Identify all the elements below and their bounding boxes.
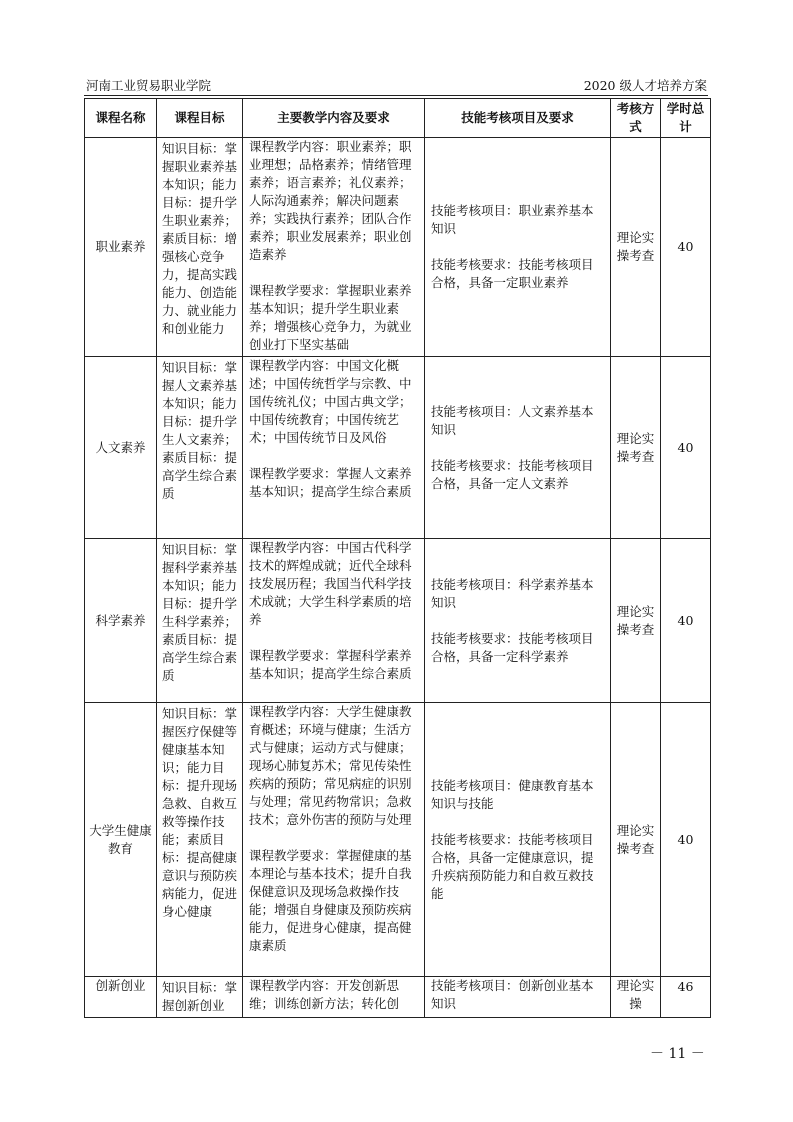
total-hours: 40 — [661, 357, 711, 539]
header-course-goal: 课程目标 — [157, 99, 243, 138]
course-content-cell — [243, 539, 425, 703]
assessment-method: 理论实操考查 — [611, 357, 661, 539]
page-number: － 11 － — [650, 1046, 705, 1062]
teaching-requirement: 课程教学要求：掌握人文素养基本知识；提高学生综合素质 — [249, 466, 412, 499]
skill-cell — [425, 539, 611, 703]
skill-cell — [425, 138, 611, 357]
course-goal: 知识目标：掌握科学素养基本知识；能力目标：提升学生科学素养；素质目标：提高学生综合素质 — [157, 539, 243, 703]
course-name: 创新创业 — [85, 977, 157, 1018]
course-name: 科学素养 — [85, 539, 157, 703]
teaching-requirement: 课程教学要求：掌握科学素养基本知识；提高学生综合素质 — [249, 648, 412, 681]
table-row — [85, 539, 711, 703]
teaching-content: 课程教学内容：中国文化概述；中国传统哲学与宗教、中国传统礼仪；中国古典文学；中国传统教育；中国传统艺术；中国传统节日及风俗 — [249, 358, 412, 445]
skill-requirement: 技能考核要求：技能考核项目合格，具备一定职业素养 — [431, 257, 594, 290]
school-name: 河南工业贸易职业学院 — [86, 78, 212, 93]
assessment-method: 理论实操考查 — [611, 138, 661, 357]
skill-item: 技能考核项目：人文素养基本知识 — [431, 403, 594, 437]
skill-item: 技能考核项目：创新创业基本知识 — [431, 978, 594, 1011]
table-row — [85, 977, 711, 1018]
header-skill: 技能考核项目及要求 — [425, 99, 611, 138]
total-hours: 40 — [661, 138, 711, 357]
total-hours: 46 — [661, 977, 711, 1018]
skill-requirement: 技能考核要求：技能考核项目合格，具备一定人文素养 — [431, 457, 594, 491]
teaching-content: 课程教学内容：开发创新思维；训练创新方法；转化创 — [249, 978, 400, 1011]
header-hours: 学时总计 — [661, 99, 711, 138]
course-goal: 知识目标：掌握创新创业 — [157, 977, 243, 1018]
course-content-cell — [243, 977, 425, 1018]
assessment-method: 理论实操考查 — [611, 703, 661, 977]
course-goal: 知识目标：掌握人文素养基本知识；能力目标：提升学生人文素养；素质目标：提高学生综合素质 — [157, 357, 243, 539]
table-header-row — [85, 99, 711, 138]
teaching-requirement: 课程教学要求：掌握健康的基本理论与基本技术；提升自我保健意识及现场急救操作技能；增强自身健康及预防疾病能力，促进身心健康，提高健康素质 — [249, 848, 412, 953]
course-content-cell — [243, 357, 425, 539]
header-course-name: 课程名称 — [85, 99, 157, 138]
teaching-content: 课程教学内容：中国古代科学技术的辉煌成就；近代全球科技发展历程；我国当代科学技术成就；大学生科学素质的培养 — [249, 540, 412, 627]
course-goal: 知识目标：掌握职业素养基本知识；能力目标：提升学生职业素养；素质目标：增强核心竞争力，提高实践能力、创造能力、就业能力和创业能力 — [157, 138, 243, 357]
total-hours: 40 — [661, 539, 711, 703]
assessment-method: 理论实操 — [611, 977, 661, 1018]
skill-item: 技能考核项目：健康教育基本知识与技能 — [431, 777, 594, 811]
header-method: 考核方式 — [611, 99, 661, 138]
course-name: 职业素养 — [85, 138, 157, 357]
course-content-cell — [243, 703, 425, 977]
header-content: 主要教学内容及要求 — [243, 99, 425, 138]
course-name: 大学生健康教育 — [85, 703, 157, 977]
total-hours: 40 — [661, 703, 711, 977]
skill-item: 技能考核项目：科学素养基本知识 — [431, 576, 594, 610]
header-divider — [84, 95, 708, 96]
teaching-content: 课程教学内容：职业素养；职业理想；品格素养；情绪管理素养；语言素养；礼仪素养；人际沟通素养；解决问题素养；实践执行素养；团队合作素养；职业发展素养；职业创造素养 — [249, 139, 412, 262]
skill-cell — [425, 703, 611, 977]
curriculum-table — [84, 98, 711, 1018]
teaching-requirement: 课程教学要求：掌握职业素养基本知识；提升学生职业素养；增强核心竞争力，为就业创业打下坚实基础 — [249, 283, 412, 352]
assessment-method: 理论实操考查 — [611, 539, 661, 703]
skill-requirement: 技能考核要求：技能考核项目合格，具备一定科学素养 — [431, 630, 594, 664]
skill-item: 技能考核项目：职业素养基本知识 — [431, 203, 594, 236]
plan-title: 2020 级人才培养方案 — [583, 78, 707, 93]
course-goal: 知识目标：掌握医疗保健等健康基本知识；能力目标：提升现场急救、自救互救等操作技能；素质目标：提高健康意识与预防疾病能力，促进身心健康 — [157, 703, 243, 977]
table-row — [85, 138, 711, 357]
teaching-content: 课程教学内容：大学生健康教育概述；环境与健康；生活方式与健康；运动方式与健康；现场心肺复苏术；常见传染性疾病的预防；常见病症的识别与处理；常见药物常识；急救技术；意外伤害的预防与处理 — [249, 704, 412, 827]
table-row — [85, 357, 711, 539]
course-content-cell — [243, 138, 425, 357]
course-name: 人文素养 — [85, 357, 157, 539]
skill-cell — [425, 977, 611, 1018]
skill-requirement: 技能考核要求：技能考核项目合格，具备一定健康意识，提升疾病预防能力和自救互救技能 — [431, 831, 594, 901]
table-row — [85, 703, 711, 977]
skill-cell — [425, 357, 611, 539]
